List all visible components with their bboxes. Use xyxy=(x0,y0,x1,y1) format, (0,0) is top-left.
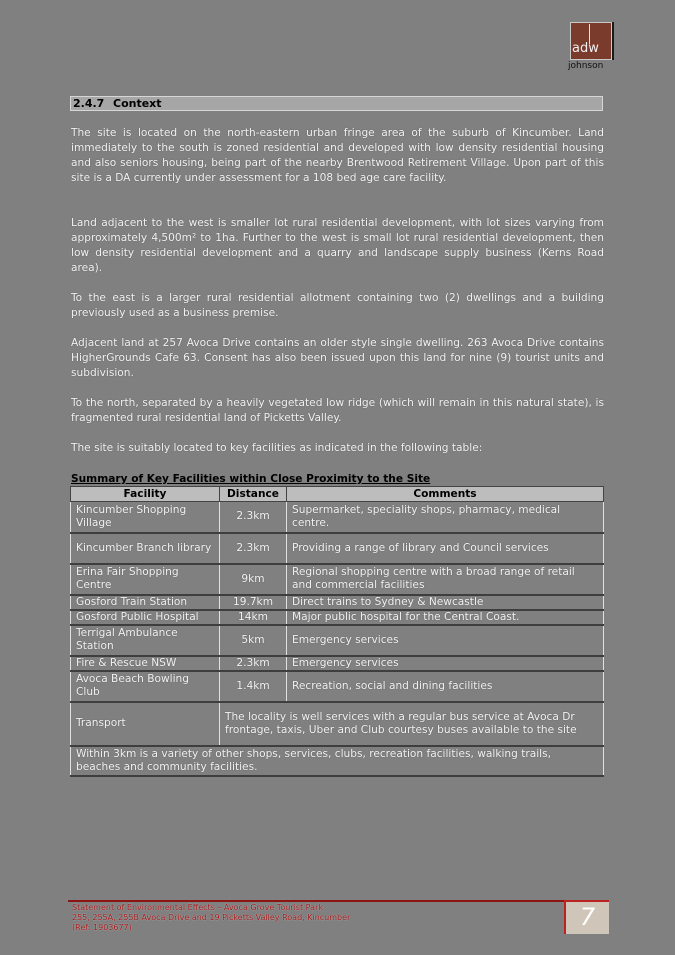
paragraph: The site is located on the north-eastern urban fringe area of the suburb of Kincumber. Land immediately to the south is zoned residential and developed with low density residential housing and also seniors housing, being part of the nearby Brentwood Retirement Village. Upon part of this site is a DA currently under assessment for a 108 bed age care facility. xyxy=(71,127,604,184)
comments-cell: Major public hospital for the Central Coast. xyxy=(287,610,604,625)
facility-cell: Erina Fair Shopping Centre xyxy=(71,564,220,595)
logo-name: johnson xyxy=(568,61,604,71)
facility-cell: Kincumber Shopping Village xyxy=(71,502,220,533)
table-row xyxy=(71,625,604,656)
table-row xyxy=(71,671,604,702)
distance-cell: 2.3km xyxy=(220,656,287,671)
facility-cell: Transport xyxy=(71,702,220,746)
footer-divider xyxy=(68,900,565,902)
table-caption: Summary of Key Facilities within Close Proximity to the Site xyxy=(71,473,431,485)
facility-cell: Terrigal Ambulance Station xyxy=(71,625,220,656)
comments-cell: The locality is well services with a regular bus service at Avoca Dr frontage, taxis, Uber and Club courtesy buses available to the site xyxy=(220,702,604,746)
footnote-cell: Within 3km is a variety of other shops, services, clubs, recreation facilities, walking trails, beaches and community facilities. xyxy=(71,746,604,776)
table-row xyxy=(71,656,604,671)
header-facility: Facility xyxy=(71,487,220,502)
comments-cell: Providing a range of library and Council services xyxy=(287,533,604,564)
page-number: 7 xyxy=(564,900,609,934)
distance-cell: 1.4km xyxy=(220,671,287,702)
table-row xyxy=(71,595,604,610)
comments-cell: Emergency services xyxy=(287,656,604,671)
section-title: Context xyxy=(113,97,162,110)
company-logo xyxy=(568,22,616,74)
paragraph: Adjacent land at 257 Avoca Drive contains an older style single dwelling. 263 Avoca Drive contains HigherGrounds Cafe 63. Consent has also been issued upon this land for nine (9) tourist units and subdivision. xyxy=(71,337,604,379)
table-header-row xyxy=(71,487,604,502)
facility-cell: Gosford Public Hospital xyxy=(71,610,220,625)
header-distance: Distance xyxy=(220,487,287,502)
footer-line-3: (Ref: 1903677) xyxy=(72,923,132,932)
facility-cell: Avoca Beach Bowling Club xyxy=(71,671,220,702)
comments-cell: Supermarket, speciality shops, pharmacy, medical centre. xyxy=(287,502,604,533)
paragraph: The site is suitably located to key facilities as indicated in the following table: xyxy=(71,442,483,454)
comments-cell: Emergency services xyxy=(287,625,604,656)
distance-cell: 9km xyxy=(220,564,287,595)
distance-cell: 14km xyxy=(220,610,287,625)
distance-cell: 19.7km xyxy=(220,595,287,610)
facility-cell: Fire & Rescue NSW xyxy=(71,656,220,671)
distance-cell: 2.3km xyxy=(220,502,287,533)
footer-line-1: Statement of Environmental Effects – Avoca Grove Tourist Park xyxy=(72,903,323,912)
table-row xyxy=(71,502,604,533)
facility-cell: Gosford Train Station xyxy=(71,595,220,610)
facilities-table xyxy=(70,486,604,777)
logo-mark-text: adw xyxy=(572,41,599,56)
footer-line-2: 255, 255A, 255B Avoca Drive and 19 Picketts Valley Road, Kincumber xyxy=(72,913,351,922)
section-number: 2.4.7 xyxy=(73,97,105,110)
footer xyxy=(72,903,350,933)
table-row xyxy=(71,564,604,595)
table-row-transport xyxy=(71,702,604,746)
paragraph: To the north, separated by a heavily vegetated low ridge (which will remain in this natural state), is fragmented rural residential land of Picketts Valley. xyxy=(71,397,604,424)
table-row xyxy=(71,610,604,625)
facility-cell: Kincumber Branch library xyxy=(71,533,220,564)
table-row-footnote xyxy=(71,746,604,776)
section-heading xyxy=(70,96,603,111)
distance-cell: 2.3km xyxy=(220,533,287,564)
comments-cell: Regional shopping centre with a broad range of retail and commercial facilities xyxy=(287,564,604,595)
comments-cell: Recreation, social and dining facilities xyxy=(287,671,604,702)
table-row xyxy=(71,533,604,564)
logo-rule xyxy=(612,22,614,60)
header-comments: Comments xyxy=(287,487,604,502)
distance-cell: 5km xyxy=(220,625,287,656)
paragraph: Land adjacent to the west is smaller lot rural residential development, with lot sizes varying from approximately 4,500m² to 1ha. Further to the west is small lot rural residential development, then low density residential development and a quarry and landscape supply business (Kerns Road area). xyxy=(71,217,604,274)
paragraph: To the east is a larger rural residential allotment containing two (2) dwellings and a building previously used as a business premise. xyxy=(71,292,604,319)
comments-cell: Direct trains to Sydney & Newcastle xyxy=(287,595,604,610)
